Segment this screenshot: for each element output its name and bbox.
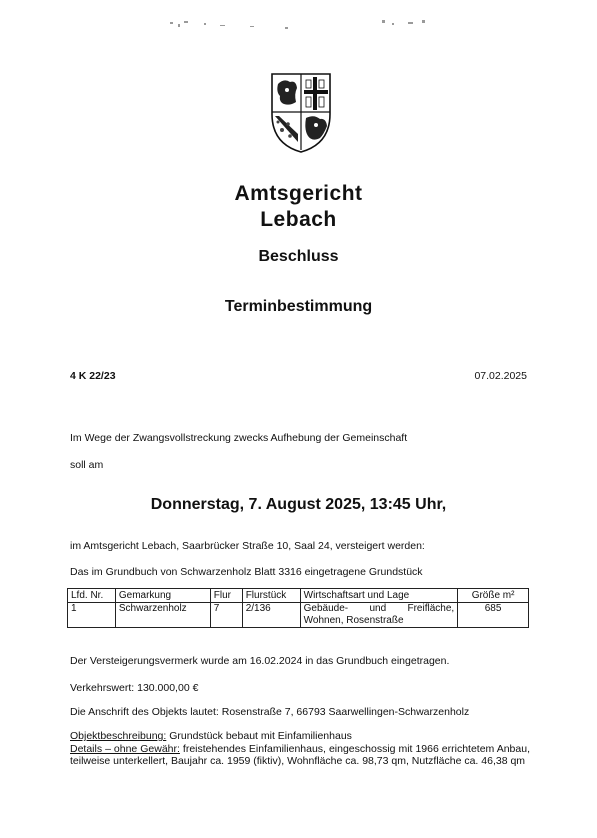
auction-notice: Der Versteigerungsvermerk wurde am 16.02.2024 in das Grundbuch eingetragen.	[70, 655, 450, 667]
description-text: Grundstück bebaut mit Einfamilienhaus	[166, 730, 352, 742]
table-row	[68, 603, 529, 628]
table-header-cell: Wirtschaftsart und Lage	[300, 589, 458, 603]
document-subject: Terminbestimmung	[224, 298, 373, 315]
intro-text-2: soll am	[70, 459, 104, 471]
auction-date: Donnerstag, 7. August 2025, 13:45 Uhr,	[150, 496, 447, 513]
table-cell: 1	[68, 603, 116, 628]
details-line	[70, 743, 530, 768]
auction-location: im Amtsgericht Lebach, Saarbrücker Straße 10, Saal 24, versteigert werden:	[70, 540, 425, 552]
table-cell: Schwarzenholz	[115, 603, 210, 628]
court-name-line2: Lebach	[260, 208, 337, 231]
table-cell: Gebäude- und Freifläche, Wohnen, Rosenstraße	[300, 603, 458, 628]
land-register-text: Das im Grundbuch von Schwarzenholz Blatt 3316 eingetragene Grundstück	[70, 566, 423, 578]
table-header-cell: Lfd. Nr.	[68, 589, 116, 603]
table-header-cell: Gemarkung	[115, 589, 210, 603]
description-line	[70, 730, 530, 743]
property-address: Die Anschrift des Objekts lautet: Rosenstraße 7, 66793 Saarwellingen-Schwarzenholz	[70, 706, 470, 718]
table-cell: 7	[210, 603, 242, 628]
document-type: Beschluss	[258, 248, 339, 265]
document-date: 07.02.2025	[474, 370, 527, 382]
saarland-coat-of-arms-icon	[270, 72, 332, 154]
table-header-row	[68, 589, 529, 603]
details-label: Details – ohne Gewähr:	[70, 742, 180, 755]
intro-text: Im Wege der Zwangsvollstreckung zwecks Aufhebung der Gemeinschaft	[70, 432, 408, 444]
table-header-cell: Größe m²	[458, 589, 529, 603]
table-cell: 2/136	[242, 603, 300, 628]
scan-artifact	[160, 14, 440, 36]
parcel-table	[67, 588, 529, 628]
court-name-line1: Amtsgericht	[234, 182, 363, 205]
case-number: 4 K 22/23	[70, 370, 116, 382]
table-header-cell: Flur	[210, 589, 242, 603]
market-value: Verkehrswert: 130.000,00 €	[70, 682, 199, 694]
property-description	[70, 730, 530, 768]
table-header-cell: Flurstück	[242, 589, 300, 603]
description-label: Objektbeschreibung:	[70, 730, 167, 742]
details-text: freistehendes Einfamilienhaus, eingeschossig mit 1966 errichtetem Anbau, teilweise unterkellert, Baujahr ca. 1959 (fiktiv), Wohnfläche ca. 98,73 qm, Nutzfläche ca. 46,38 qm	[70, 742, 530, 767]
table-cell: 685	[458, 603, 529, 628]
